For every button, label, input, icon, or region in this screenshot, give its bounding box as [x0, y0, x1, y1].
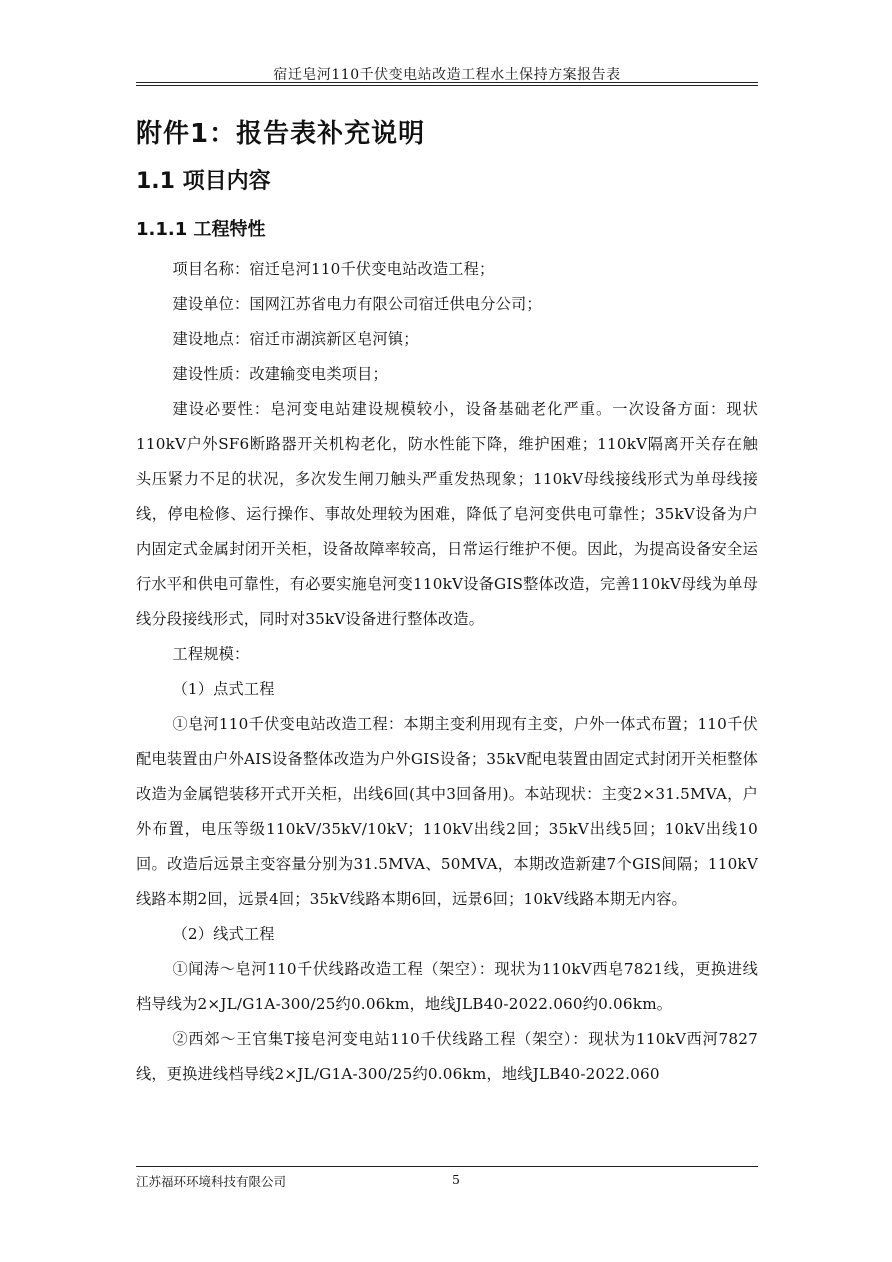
section-title: 1.1 项目内容	[136, 169, 271, 194]
construction-nature: 建设性质：改建输变电类项目；	[172, 365, 388, 383]
construction-site: 建设地点：宿迁市湖滨新区皂河镇；	[172, 330, 419, 348]
footer-company: 江苏福环环境科技有限公司	[136, 1174, 287, 1189]
construction-unit: 建设单位：国网江苏省电力有限公司宿迁供电分公司；	[172, 295, 542, 313]
running-header: 宿迁皂河110千伏变电站改造工程水土保持方案报告表	[273, 67, 621, 83]
page-number: 5	[452, 1172, 460, 1187]
line-retrofit-1: ①闻涛～皂河110千伏线路改造工程（架空）：现状为110kV西皂7821线，更换进线档导线为2×JL/G1A-300/25约0.06km，地线JLB40-2022.060约0.06km。	[136, 960, 758, 1013]
construction-necessity: 建设必要性：皂河变电站建设规模较小，设备基础老化严重。一次设备方面：现状110kV户外SF6断路器开关机构老化，防水性能下降，维护困难；110kV隔离开关存在触头压紧力不足的状况，多次发生闸刀触头严重发热现象；110kV母线接线形式为单母线接线，停电检修、运行操作、事故处理较为困难，降低了皂河变供电可靠性；35kV设备为户内固定式金属封闭开关柜，设备故障率较高，日常运行维护不便。因此，为提高设备安全运行水平和供电可靠性，有必要实施皂河变110kV设备GIS整体改造，完善110kV母线为单母线分段接线形式，同时对35kV设备进行整体改造。	[136, 400, 758, 628]
project-scale-label: 工程规模：	[172, 645, 250, 663]
subsection-title: 1.1.1 工程特性	[136, 219, 266, 240]
line-retrofit-2: ②西郊～王官集T接皂河变电站110千伏线路工程（架空）：现状为110kV西河7827线，更换进线档导线2×JL/G1A-300/25约0.06km，地线JLB40-2022.060	[136, 1030, 758, 1083]
project-name: 项目名称：宿迁皂河110千伏变电站改造工程；	[172, 260, 495, 278]
body-text	[136, 252, 758, 1092]
substation-retrofit: ①皂河110千伏变电站改造工程：本期主变利用现有主变，户外一体式布置；110千伏配电装置由户外AIS设备整体改造为户外GIS设备；35kV配电装置由固定式封闭开关柜整体改造为金属铠装移开式开关柜，出线6回(其中3回备用)。本站现状：主变2×31.5MVA，户外布置，电压等级110kV/35kV/10kV；110kV出线2回；35kV出线5回；10kV出线10回。改造后远景主变容量分别为31.5MVA、50MVA，本期改造新建7个GIS间隔；110kV线路本期2回，远景4回；35kV线路本期6回，远景6回；10kV线路本期无内容。	[136, 715, 758, 908]
line-project-heading: （2）线式工程	[172, 925, 275, 943]
appendix-title: 附件1：报告表补充说明	[136, 119, 426, 149]
header-rule	[136, 82, 758, 83]
point-project-heading: （1）点式工程	[172, 680, 275, 698]
footer-rule	[136, 1166, 758, 1167]
header-rule-thin	[136, 85, 758, 86]
